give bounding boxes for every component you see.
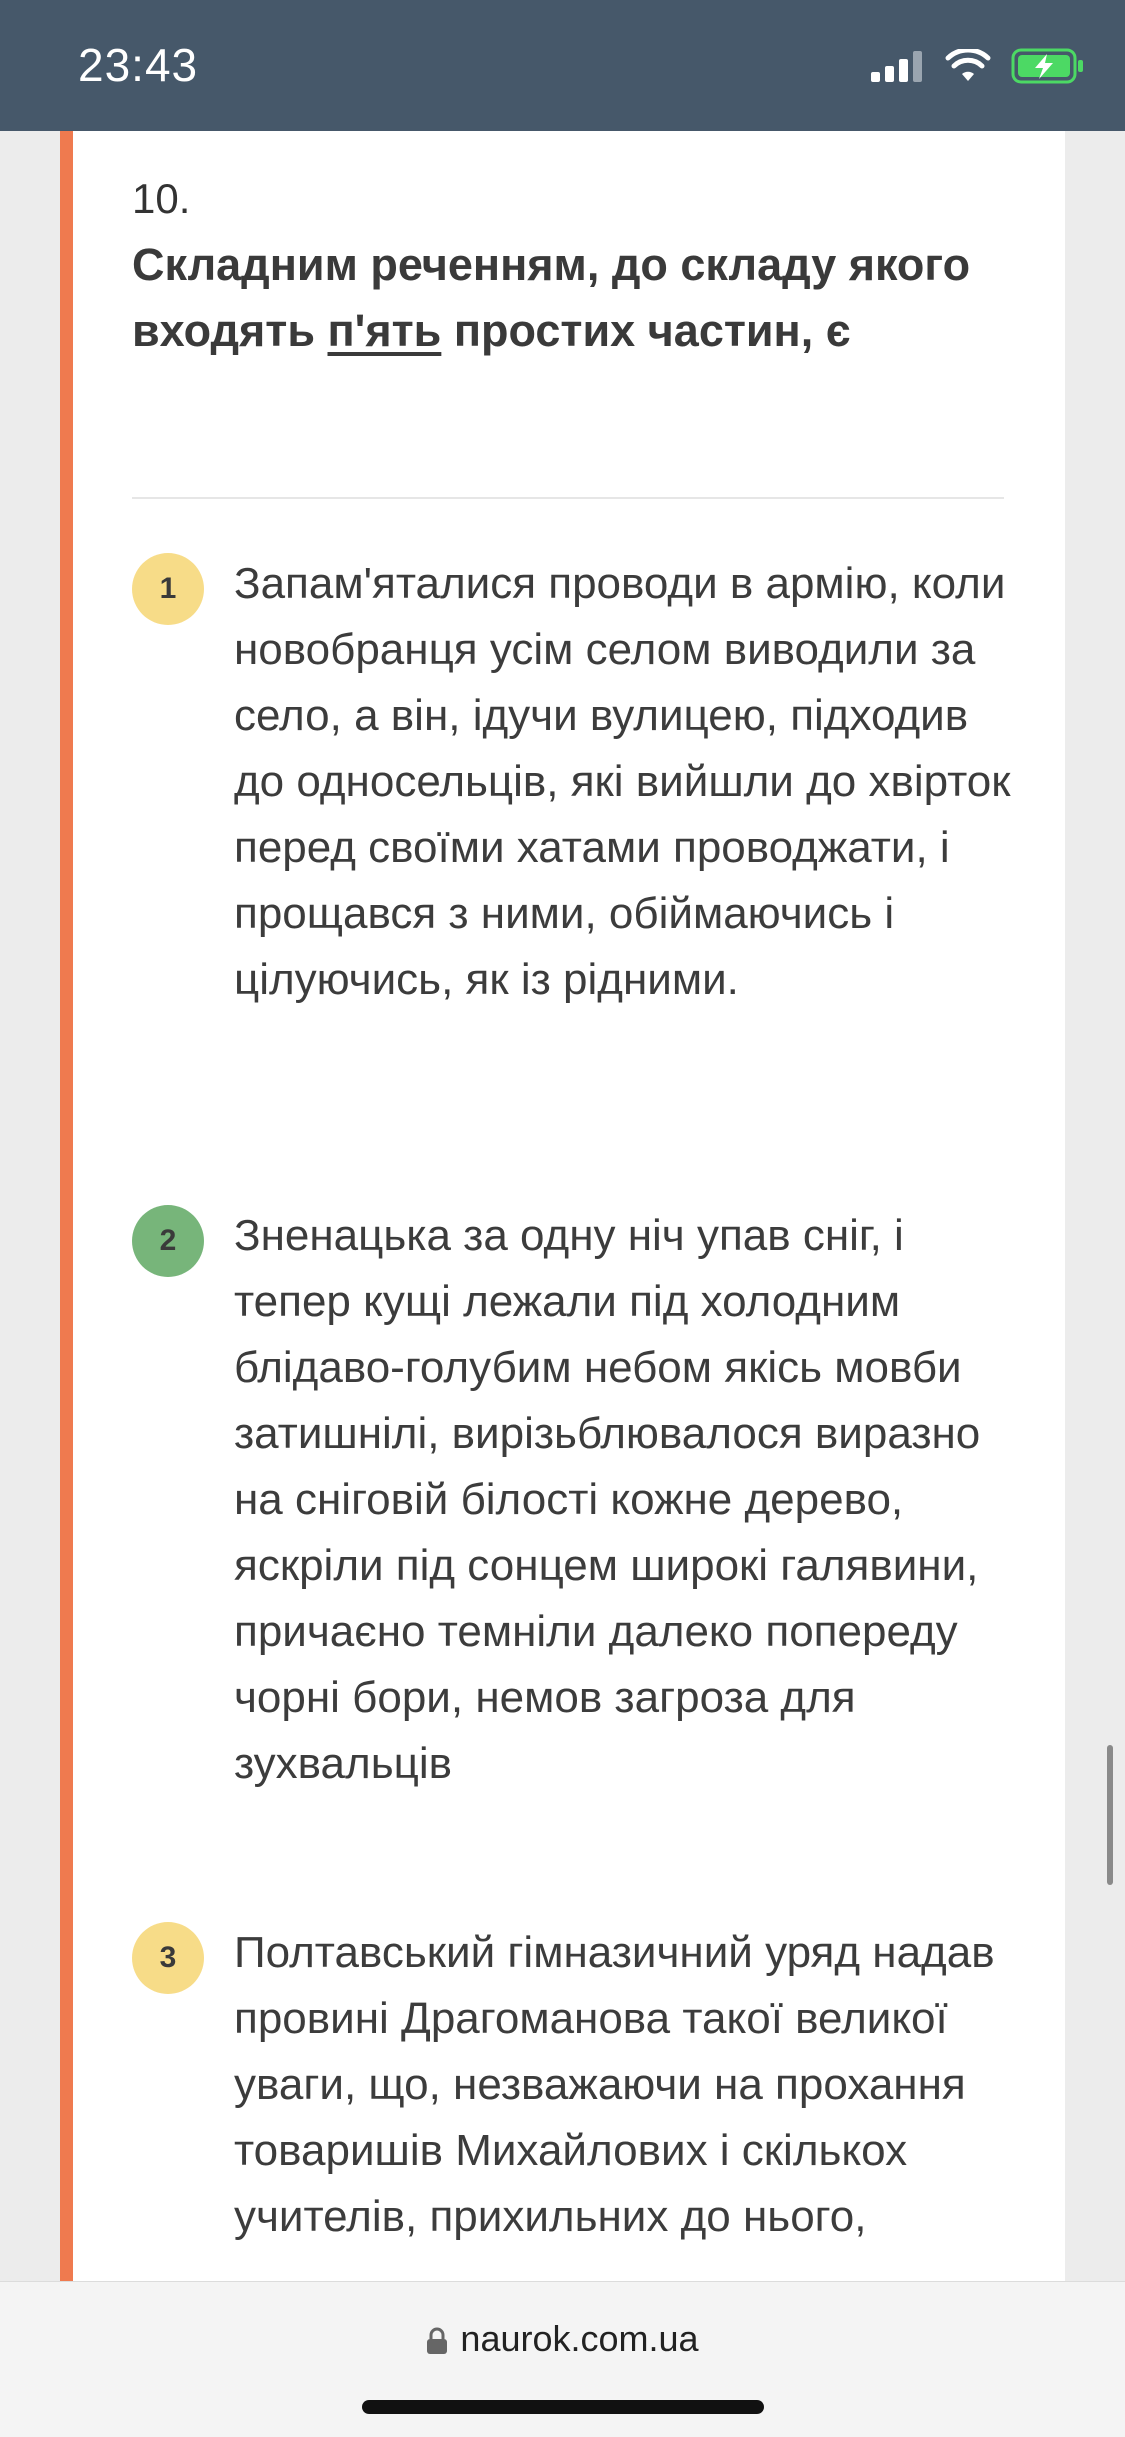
status-time: 23:43	[78, 39, 199, 91]
status-bar	[0, 0, 1125, 131]
address-bar[interactable]	[0, 2318, 1125, 2360]
url-text: naurok.com.ua	[460, 2318, 699, 2359]
option-badge: 1	[132, 553, 204, 625]
home-indicator[interactable]	[362, 2400, 764, 2414]
scrollbar-thumb[interactable]	[1107, 1745, 1113, 1885]
system-icons	[871, 48, 1085, 84]
option-badge: 2	[132, 1205, 204, 1277]
divider	[132, 497, 1004, 499]
question-card	[60, 131, 1065, 2281]
question-text-underlined: п'ять	[327, 305, 442, 356]
battery-charging-icon	[1011, 48, 1085, 84]
wifi-icon	[945, 49, 991, 83]
browser-bottom-bar	[0, 2281, 1125, 2437]
question-text-before: Складним реченням, до складу якого входять	[132, 239, 971, 356]
card-accent-bar	[60, 131, 73, 2281]
option-text: Запам'яталися проводи в армію, коли новобранця усім селом виводили за село, а він, ідучи вулицею, підходив до односельців, які вийшли до хвірток перед своїми хатами проводжати, і прощався з ними, обіймаючись і цілуючись, як із рідними.	[234, 559, 1011, 1004]
option-text: Полтавський гімназичний уряд надав провині Драгоманова такої великої уваги, що, незважаючи на прохання товаришів Михайлових і скількох учителів, прихильних до нього,	[234, 1928, 995, 2241]
cellular-signal-icon	[871, 50, 925, 82]
lock-icon	[426, 2327, 448, 2355]
question-text-after: простих частин, є	[441, 305, 851, 356]
option-text: Зненацька за одну ніч упав сніг, і тепер кущі лежали під холодним блідаво-голубим небом якісь мовби затишнілі, вирізьблювалося виразно на сніговій білості кожне дерево, яскріли під сонцем широкі галявини, причаєно темніли далеко попереду чорні бори, немов загроза для зухвальців	[234, 1211, 981, 1788]
question-number: 10.	[132, 175, 191, 222]
option-badge: 3	[132, 1922, 204, 1994]
question-text	[132, 232, 1012, 364]
